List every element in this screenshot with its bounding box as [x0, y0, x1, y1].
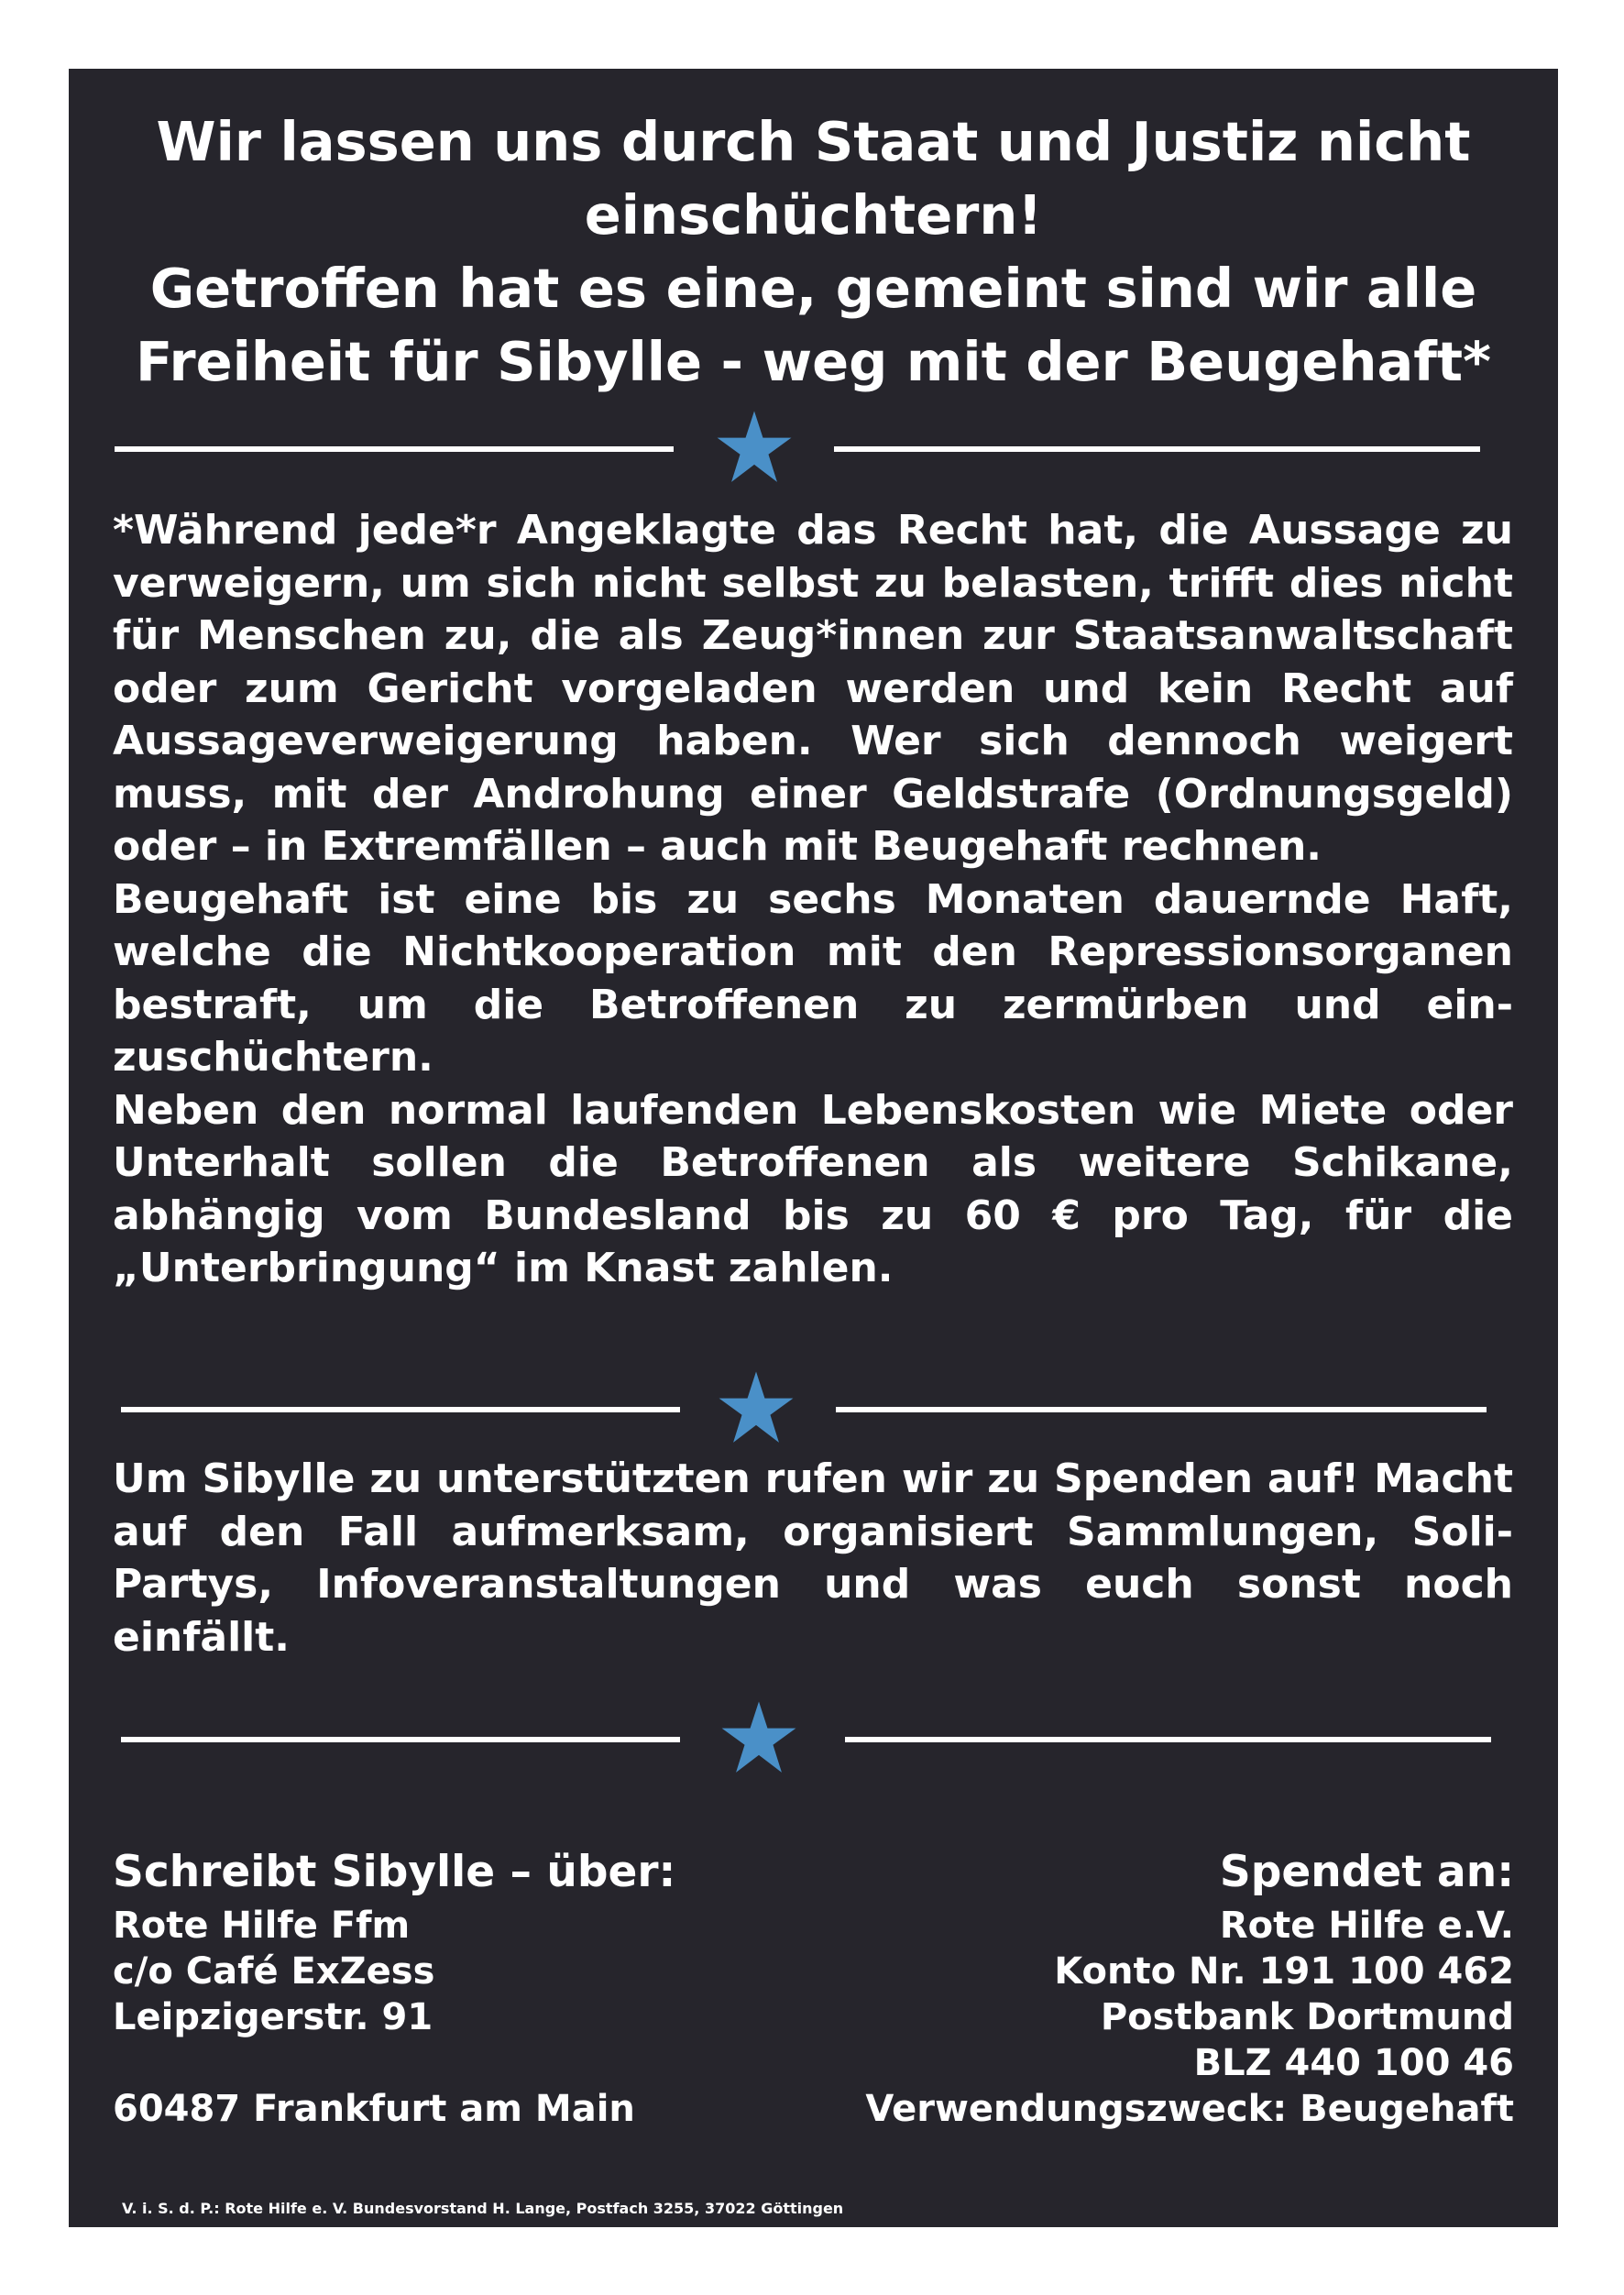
appeal-text [113, 1453, 1513, 1664]
address-line: Rote Hilfe Ffm [113, 1905, 411, 1947]
address-line: c/o Café ExZess [113, 1950, 435, 1993]
explanation-paragraph: Beugehaft ist eine bis zu sechs Monaten dauernde Haft, welche die Nichtkooperation mit den Repressionsorganen bestraft, um die Betroffenen zu zermürben und einzuschüchtern. [113, 875, 1513, 1081]
imprint: V. i. S. d. P.: Rote Hilfe e. V. Bundesvorstand H. Lange, Postfach 3255, 37022 Göttingen [122, 2200, 844, 2217]
appeal-paragraph: Um Sibylle zu unterstützten rufen wir zu Spenden auf! Macht auf den Fall aufmerksam, organisiert Sammlungen, Soli-Partys, Infoveranstaltungen und was euch sonst noch einfällt. [113, 1455, 1513, 1661]
donation-line: Rote Hilfe e.V. [1219, 1905, 1514, 1947]
donation-line: Verwendungszweck: Beugehaft [865, 2088, 1514, 2130]
divider [121, 1698, 1514, 1772]
star-icon [719, 1698, 798, 1777]
flyer-panel [69, 69, 1558, 2227]
donation-line: Konto Nr. 191 100 462 [1054, 1950, 1514, 1993]
divider [115, 408, 1512, 481]
star-icon [715, 408, 794, 487]
divider-line [121, 1407, 680, 1412]
explanation-text [113, 504, 1513, 1295]
donation-line: Postbank Dortmund [1100, 1996, 1514, 2038]
donation-details [781, 1842, 1514, 2132]
headline [105, 105, 1521, 399]
headline-line: einschüchtern! [584, 183, 1043, 247]
address-city: 60487 Frankfurt am Main [113, 2088, 635, 2130]
spacer [113, 2040, 809, 2086]
write-title: Schreibt Sibylle – über: [113, 1847, 676, 1897]
donation-line: BLZ 440 100 46 [1193, 2042, 1514, 2084]
headline-line: Freiheit für Sibylle - weg mit der Beugehaft* [135, 330, 1491, 393]
explanation-paragraph: *Während jede*r Angeklagte das Recht hat, die Aussage zu verweigern, um sich nicht selbst zu belasten, trifft dies nicht für Menschen zu, die als Zeug*innen zur Staatsanwaltschaft oder zum Gericht vorgeladen werden und kein Recht auf Aussageverweigerung haben. Wer sich dennoch weigert muss, mit der Androhung einer Geldstrafe (Ordnungsgeld) oder – in Extremfällen – auch mit Beugehaft rechnen. [113, 507, 1513, 870]
donate-title: Spendet an: [1219, 1847, 1514, 1897]
divider-line [845, 1737, 1491, 1742]
divider-line [834, 446, 1480, 452]
divider-line [836, 1407, 1487, 1412]
divider-line [115, 446, 674, 452]
divider [121, 1368, 1514, 1442]
write-address [113, 1842, 809, 2132]
address-line: Leipzigerstr. 91 [113, 1996, 433, 2038]
star-icon [717, 1368, 796, 1447]
explanation-paragraph: Neben den normal laufenden Lebenskosten wie Miete oder Unterhalt sollen die Betroffenen als weitere Schikane, abhängig vom Bundesland bis zu 60 € pro Tag, für die „Unterbringung“ im Knast zahlen. [113, 1086, 1513, 1291]
divider-line [121, 1737, 680, 1742]
headline-line: Wir lassen uns durch Staat und Justiz nicht [156, 110, 1471, 173]
headline-line: Getroffen hat es eine, gemeint sind wir alle [149, 257, 1477, 320]
